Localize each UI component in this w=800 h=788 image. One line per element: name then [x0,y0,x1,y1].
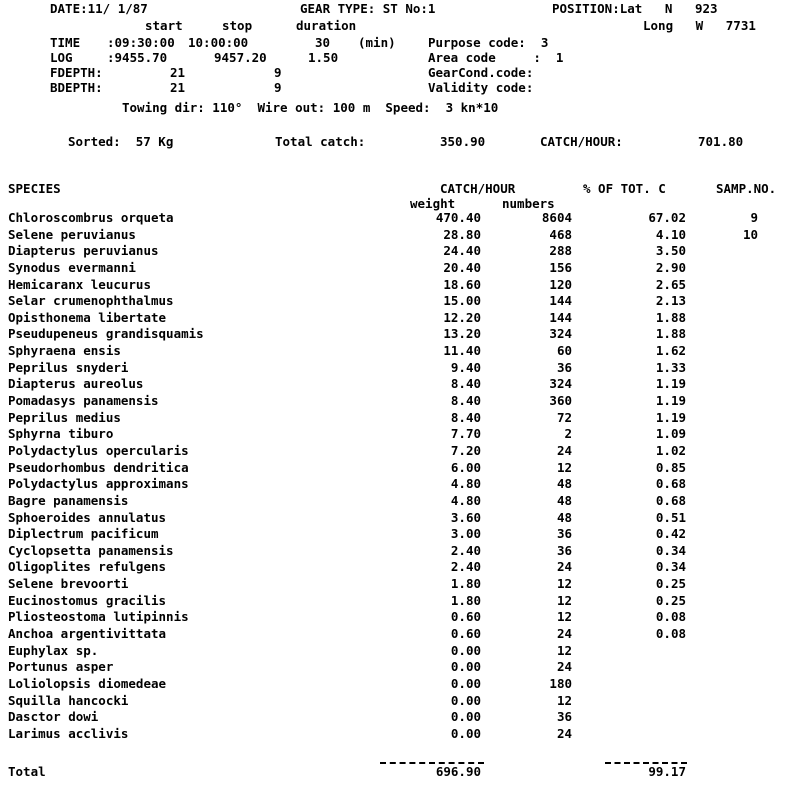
weight-value: 13.20 [443,326,481,342]
numbers-value: 12 [556,459,572,475]
numbers-header: numbers [502,196,555,211]
table-row [0,659,800,676]
table-row [0,493,800,510]
species-name: Chloroscombrus orqueta [8,210,174,225]
species-name: Loliolopsis diomedeae [8,675,167,691]
purpose-code: Purpose code: 3 [428,35,549,50]
samp-no: 10 [742,226,758,242]
table-row [0,393,800,410]
catch-hour-value: 701.80 [698,134,744,149]
numbers-value: 24 [556,559,572,575]
table-row [0,676,800,693]
table-row [0,227,800,244]
weight-value: 20.40 [443,259,481,275]
numbers-value: 24 [556,626,572,642]
species-name: Selene peruvianus [8,226,136,242]
gearcond-code: GearCond.code: [428,65,534,80]
pct-value: 1.09 [655,426,686,442]
numbers-value: 48 [556,509,572,525]
species-name: Opisthonema libertate [8,309,167,325]
weight-value: 7.20 [450,442,481,458]
numbers-value: 324 [549,376,572,392]
species-name: Eucinostomus gracilis [8,592,167,608]
table-row [0,460,800,477]
table-row [0,293,800,310]
fdepth-label: FDEPTH: [50,65,103,80]
table-row [0,360,800,377]
col-start-header: start [145,18,183,33]
table-row [0,376,800,393]
numbers-value: 24 [556,725,572,741]
table-row [0,277,800,294]
log-start: :9455.70 [107,50,168,65]
species-name: Pseudorhombus dendritica [8,459,189,475]
species-name: Pliosteostoma lutipinnis [8,609,189,625]
pct-value: 1.19 [655,393,686,409]
species-name: Oligoplites refulgens [8,559,167,575]
pct-value: 1.33 [655,359,686,375]
weight-value: 11.40 [443,343,481,359]
weight-value: 12.20 [443,309,481,325]
weight-value: 4.80 [450,476,481,492]
pct-value: 3.50 [655,243,686,259]
log-label: LOG [50,50,73,65]
table-row [0,593,800,610]
pct-value: 2.90 [655,259,686,275]
weight-value: 0.00 [450,725,481,741]
pct-value: 1.88 [655,326,686,342]
pct-value: 0.08 [655,626,686,642]
pct-value: 67.02 [648,210,686,225]
species-name: Bagre panamensis [8,492,129,508]
pct-value: 0.25 [655,576,686,592]
table-row [0,609,800,626]
table-row [0,326,800,343]
pct-value: 2.65 [655,276,686,292]
species-header: SPECIES [8,181,61,196]
total-pct: 99.17 [648,764,686,779]
numbers-value: 144 [549,309,572,325]
weight-value: 8.40 [450,376,481,392]
weight-value: 0.00 [450,675,481,691]
species-name: Polydactylus approximans [8,476,189,492]
weight-value: 1.80 [450,592,481,608]
numbers-value: 360 [549,393,572,409]
numbers-value: 48 [556,492,572,508]
total-weight: 696.90 [435,764,481,779]
species-name: Larimus acclivis [8,725,129,741]
species-name: Pomadasys panamensis [8,393,159,409]
species-name: Cyclopsetta panamensis [8,542,174,558]
area-code: Area code : 1 [428,50,564,65]
position-long: Long W 7731 [643,18,756,33]
weight-value: 24.40 [443,243,481,259]
numbers-value: 288 [549,243,572,259]
table-row [0,726,800,743]
species-name: Sphyraena ensis [8,343,121,359]
position-lat: POSITION:Lat N 923 [552,1,718,16]
time-start: :09:30:00 [107,35,175,50]
species-name: Pseudupeneus grandisquamis [8,326,204,342]
fdepth-stop: 9 [274,65,282,80]
weight-value: 15.00 [443,293,481,309]
numbers-value: 324 [549,326,572,342]
table-row [0,410,800,427]
weight-value: 0.00 [450,692,481,708]
pct-value: 2.13 [655,293,686,309]
samp-no: 9 [750,210,758,225]
pct-value: 0.08 [655,609,686,625]
date-label: DATE:11/ 1/87 [50,1,148,16]
numbers-value: 12 [556,642,572,658]
table-row [0,559,800,576]
numbers-value: 8604 [541,210,572,225]
weight-value: 2.40 [450,559,481,575]
weight-header: weight [410,196,456,211]
table-row [0,626,800,643]
numbers-value: 12 [556,592,572,608]
table-row [0,210,800,227]
weight-value: 18.60 [443,276,481,292]
species-name: Dasctor dowi [8,709,99,725]
species-name: Squilla hancocki [8,692,129,708]
weight-value: 0.60 [450,609,481,625]
species-name: Polydactylus opercularis [8,442,189,458]
species-name: Diplectrum pacificum [8,526,159,542]
numbers-value: 36 [556,542,572,558]
log-stop: 9457.20 [214,50,267,65]
species-name: Diapterus aureolus [8,376,144,392]
bdepth-label: BDEPTH: [50,80,103,95]
total-catch-label: Total catch: [275,134,366,149]
species-name: Hemicaranx leucurus [8,276,151,292]
numbers-value: 2 [564,426,572,442]
sorted-weight: Sorted: 57 Kg [68,134,174,149]
species-name: Sphoeroides annulatus [8,509,167,525]
species-name: Portunus asper [8,659,114,675]
numbers-value: 60 [556,343,572,359]
numbers-value: 36 [556,359,572,375]
weight-value: 7.70 [450,426,481,442]
time-stop: 10:00:00 [188,35,249,50]
time-duration: 30 [315,35,331,50]
table-row [0,576,800,593]
species-name: Synodus evermanni [8,259,136,275]
weight-value: 8.40 [450,393,481,409]
col-duration-header: duration [296,18,357,33]
table-row [0,260,800,277]
pct-value: 1.88 [655,309,686,325]
towing-line: Towing dir: 110° Wire out: 100 m Speed: 3 kn*10 [122,100,499,115]
table-row [0,526,800,543]
table-row [0,510,800,527]
pct-value: 0.25 [655,592,686,608]
pct-value: 0.85 [655,459,686,475]
table-row [0,643,800,660]
numbers-value: 180 [549,675,572,691]
species-name: Diapterus peruvianus [8,243,159,259]
pct-value: 1.02 [655,442,686,458]
weight-value: 0.00 [450,709,481,725]
numbers-value: 12 [556,692,572,708]
weight-value: 3.00 [450,526,481,542]
weight-value: 4.80 [450,492,481,508]
samp-header: SAMP.NO. [716,181,777,196]
catch-hour-label: CATCH/HOUR: [540,134,623,149]
pct-value: 0.34 [655,542,686,558]
table-row [0,709,800,726]
pct-value: 1.62 [655,343,686,359]
pct-value: 4.10 [655,226,686,242]
table-row [0,693,800,710]
time-unit: (min) [358,35,396,50]
numbers-value: 12 [556,576,572,592]
species-name: Selar crumenophthalmus [8,293,174,309]
table-row [0,426,800,443]
species-table [0,210,800,743]
weight-value: 28.80 [443,226,481,242]
weight-value: 0.60 [450,626,481,642]
pct-value: 0.68 [655,476,686,492]
table-row [0,243,800,260]
species-name: Anchoa argentivittata [8,626,167,642]
numbers-value: 12 [556,609,572,625]
pct-value: 1.19 [655,409,686,425]
weight-value: 0.00 [450,659,481,675]
weight-value: 6.00 [450,459,481,475]
catch-hour-header: CATCH/HOUR [440,181,516,196]
species-name: Peprilus medius [8,409,121,425]
table-row [0,476,800,493]
table-row [0,443,800,460]
weight-value: 2.40 [450,542,481,558]
numbers-value: 36 [556,526,572,542]
numbers-value: 36 [556,709,572,725]
species-name: Selene brevoorti [8,576,129,592]
weight-value: 470.40 [435,210,481,225]
pct-value: 0.68 [655,492,686,508]
gear-type: GEAR TYPE: ST No:1 [300,1,436,16]
weight-value: 0.00 [450,642,481,658]
numbers-value: 24 [556,442,572,458]
numbers-value: 48 [556,476,572,492]
pct-header: % OF TOT. C [583,181,666,196]
pct-value: 0.42 [655,526,686,542]
numbers-value: 144 [549,293,572,309]
bdepth-start: 21 [170,80,186,95]
table-row [0,343,800,360]
numbers-value: 120 [549,276,572,292]
species-name: Euphylax sp. [8,642,99,658]
weight-value: 3.60 [450,509,481,525]
total-catch-value: 350.90 [440,134,486,149]
pct-value: 0.34 [655,559,686,575]
weight-value: 9.40 [450,359,481,375]
table-row [0,543,800,560]
numbers-value: 24 [556,659,572,675]
fdepth-start: 21 [170,65,186,80]
col-stop-header: stop [222,18,253,33]
total-label: Total [8,764,46,779]
weight-value: 8.40 [450,409,481,425]
numbers-value: 72 [556,409,572,425]
numbers-value: 468 [549,226,572,242]
pct-value: 0.51 [655,509,686,525]
numbers-value: 156 [549,259,572,275]
table-row [0,310,800,327]
bdepth-stop: 9 [274,80,282,95]
time-label: TIME [50,35,81,50]
validity-code: Validity code: [428,80,534,95]
species-name: Peprilus snyderi [8,359,129,375]
log-duration: 1.50 [308,50,339,65]
pct-value: 1.19 [655,376,686,392]
species-name: Sphyrna tiburo [8,426,114,442]
weight-value: 1.80 [450,576,481,592]
